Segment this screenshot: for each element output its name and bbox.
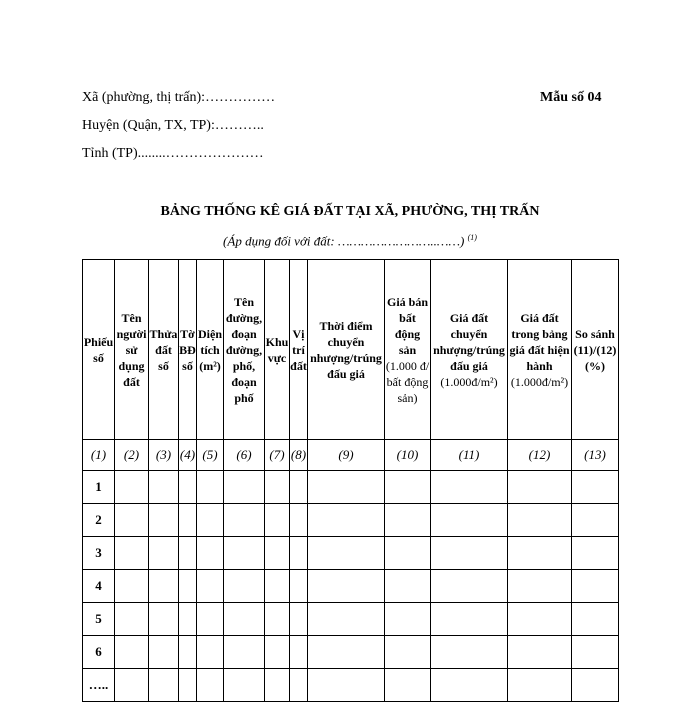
table-cell	[308, 603, 385, 636]
table-row	[83, 504, 619, 537]
table-cell	[308, 504, 385, 537]
column-header-label: Thửa đất số	[149, 326, 178, 373]
table-cell	[290, 570, 308, 603]
table-cell	[508, 471, 572, 504]
table-cell	[179, 669, 197, 702]
commune-field: Xã (phường, thị trấn):……………	[82, 90, 276, 105]
table-row	[83, 636, 619, 669]
land-price-table	[82, 259, 619, 702]
subtitle-footnote: (1)	[467, 233, 477, 242]
table-cell	[265, 603, 290, 636]
table-cell	[265, 504, 290, 537]
document-subtitle	[0, 233, 700, 249]
table-cell	[290, 603, 308, 636]
column-header-label: Tên người sử dụng đất	[116, 310, 147, 389]
column-header-label: Tờ BĐ số	[179, 326, 196, 373]
table-cell	[431, 570, 508, 603]
table-cell	[115, 504, 149, 537]
row-number: 3	[83, 537, 115, 570]
table-cell	[115, 603, 149, 636]
column-number: (6)	[224, 440, 265, 471]
table-cell	[290, 504, 308, 537]
table-cell	[224, 537, 265, 570]
table-cell	[224, 471, 265, 504]
column-number: (8)	[290, 440, 308, 471]
table-cell	[431, 603, 508, 636]
table-cell	[197, 504, 224, 537]
table-cell	[385, 669, 431, 702]
table-cell	[431, 669, 508, 702]
table-cell	[197, 603, 224, 636]
column-number: (4)	[179, 440, 197, 471]
row-number: 5	[83, 603, 115, 636]
table-cell	[197, 570, 224, 603]
table-cell	[290, 471, 308, 504]
table-cell	[431, 504, 508, 537]
column-header-unit: (1.000đ/m²)	[510, 374, 569, 389]
table-cell	[290, 636, 308, 669]
table-cell	[179, 504, 197, 537]
table-cell	[572, 636, 619, 669]
table-cell	[572, 603, 619, 636]
table-cell	[149, 570, 179, 603]
column-header-label: Vị trí đất	[290, 326, 307, 373]
table-cell	[179, 471, 197, 504]
column-header	[83, 260, 115, 440]
column-header	[385, 260, 431, 440]
column-header	[224, 260, 265, 440]
table-cell	[308, 570, 385, 603]
table-cell	[149, 669, 179, 702]
table-cell	[572, 504, 619, 537]
table-cell	[197, 669, 224, 702]
table-cell	[179, 570, 197, 603]
table-cell	[508, 537, 572, 570]
column-number: (10)	[385, 440, 431, 471]
form-number: Mẫu số 04	[540, 90, 602, 105]
column-header	[572, 260, 619, 440]
table-cell	[115, 669, 149, 702]
table-cell	[431, 471, 508, 504]
table-row	[83, 537, 619, 570]
column-header	[265, 260, 290, 440]
column-header-label: Thời điểm chuyển nhượng/trúng đấu giá	[310, 318, 382, 381]
table-cell	[115, 471, 149, 504]
column-number: (3)	[149, 440, 179, 471]
table-cell	[224, 669, 265, 702]
column-header-label: Diện tích (m²)	[198, 326, 222, 373]
column-header	[197, 260, 224, 440]
table-cell	[197, 471, 224, 504]
table-cell	[508, 570, 572, 603]
table-cell	[508, 636, 572, 669]
column-number: (1)	[83, 440, 115, 471]
table-cell	[290, 669, 308, 702]
table-cell	[115, 537, 149, 570]
column-header-label: Giá bán bất động sản	[386, 294, 428, 357]
table-row	[83, 471, 619, 504]
table-cell	[508, 603, 572, 636]
table-cell	[224, 570, 265, 603]
province-field: Tỉnh (TP)........…………………	[82, 146, 264, 161]
table-cell	[385, 603, 431, 636]
document-title: BẢNG THỐNG KÊ GIÁ ĐẤT TẠI XÃ, PHƯỜNG, THỊ TRẤN	[160, 204, 540, 219]
table-cell	[308, 471, 385, 504]
column-header	[308, 260, 385, 440]
column-header-label: Giá đất trong bảng giá đất hiện hành	[509, 310, 570, 373]
table-cell	[179, 603, 197, 636]
column-number: (11)	[431, 440, 508, 471]
column-number: (5)	[197, 440, 224, 471]
column-number-row	[83, 440, 619, 471]
row-number: 1	[83, 471, 115, 504]
table-row	[83, 570, 619, 603]
table-cell	[265, 669, 290, 702]
table-cell	[572, 570, 619, 603]
row-number: 4	[83, 570, 115, 603]
column-header	[290, 260, 308, 440]
column-number: (12)	[508, 440, 572, 471]
column-header-label: Tên đường, đoạn đường, phố, đoạn phố	[225, 294, 263, 405]
table-cell	[508, 669, 572, 702]
header-row	[83, 260, 619, 440]
table-cell	[115, 636, 149, 669]
table-cell	[431, 636, 508, 669]
table-cell	[265, 636, 290, 669]
table-cell	[508, 504, 572, 537]
column-header-unit: (1.000đ/m²)	[440, 374, 498, 389]
table-cell	[572, 471, 619, 504]
table-cell	[385, 570, 431, 603]
column-header-unit: (1.000 đ/ bất động sản)	[385, 358, 430, 405]
table-cell	[149, 471, 179, 504]
table-cell	[308, 636, 385, 669]
column-number: (2)	[115, 440, 149, 471]
table-cell	[149, 504, 179, 537]
table-cell	[308, 669, 385, 702]
column-header-label: Phiếu số	[83, 334, 114, 365]
table-cell	[224, 603, 265, 636]
table-cell	[290, 537, 308, 570]
column-header	[149, 260, 179, 440]
table-cell	[224, 504, 265, 537]
column-header-label: Khu vực	[265, 334, 289, 365]
column-header	[179, 260, 197, 440]
column-header-label: Giá đất chuyển nhượng/trúng đấu giá	[433, 310, 505, 373]
row-number: 6	[83, 636, 115, 669]
table-cell	[179, 636, 197, 669]
subtitle-text: (Áp dụng đối với đất: ……………………..……)	[223, 233, 465, 249]
table-cell	[431, 537, 508, 570]
table-cell	[197, 636, 224, 669]
column-number: (7)	[265, 440, 290, 471]
row-number: 2	[83, 504, 115, 537]
table-cell	[224, 636, 265, 669]
table-cell	[265, 471, 290, 504]
table-row	[83, 603, 619, 636]
table-cell	[385, 471, 431, 504]
table-cell	[572, 537, 619, 570]
column-header	[431, 260, 508, 440]
table-cell	[149, 636, 179, 669]
table-cell	[149, 603, 179, 636]
row-number: …..	[83, 669, 115, 702]
column-number: (13)	[572, 440, 619, 471]
column-header	[115, 260, 149, 440]
table-cell	[265, 570, 290, 603]
table-cell	[197, 537, 224, 570]
table-cell	[385, 537, 431, 570]
table-cell	[115, 570, 149, 603]
table-cell	[385, 504, 431, 537]
table-cell	[149, 537, 179, 570]
table-row	[83, 669, 619, 702]
table-cell	[265, 537, 290, 570]
district-field: Huyện (Quận, TX, TP):………..	[82, 118, 264, 133]
column-number: (9)	[308, 440, 385, 471]
table-cell	[572, 669, 619, 702]
table-cell	[385, 636, 431, 669]
column-header-label: So sánh (11)/(12) (%)	[573, 326, 617, 373]
table-cell	[308, 537, 385, 570]
table-cell	[179, 537, 197, 570]
column-header	[508, 260, 572, 440]
